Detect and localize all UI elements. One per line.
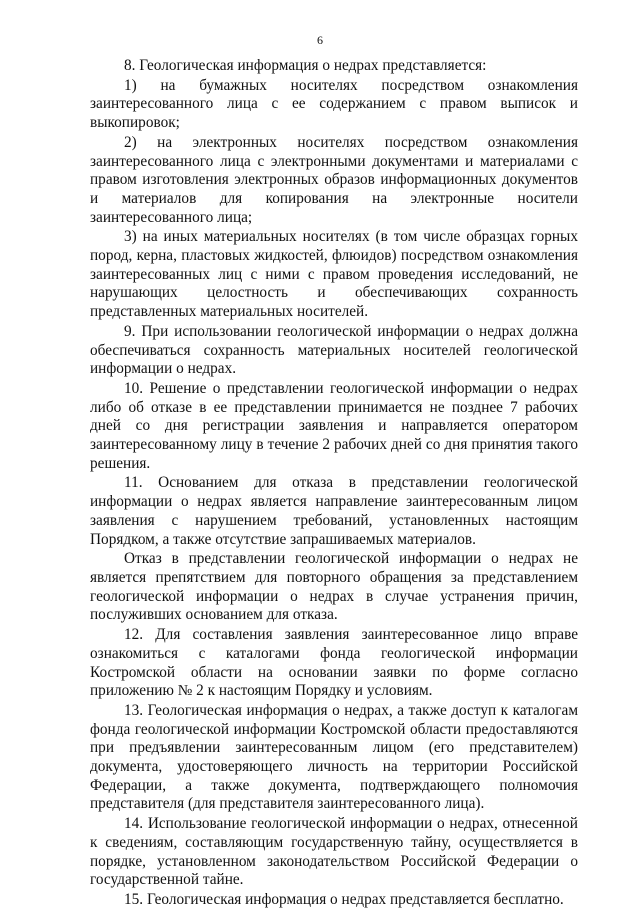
paragraph-11-refusal: Отказ в представлении геологической информации о недрах не является препятствием для повторного обращения за представлением геологической информации о недрах в случае устранения причин, послуживших основанием для отказа. (90, 550, 578, 624)
paragraph-8-item-1: 1) на бумажных носителях посредством ознакомления заинтересованного лица с ее содержанием с правом выписок и выкопировок; (90, 76, 578, 132)
paragraph-14: 14. Использование геологической информации о недрах, отнесенной к сведениям, составляющим государственную тайну, осуществляется в порядке, установленном законодательством Российской Федерации о государственной тайне. (90, 815, 578, 889)
paragraph-8-intro: 8. Геологическая информация о недрах представляется: (124, 57, 487, 74)
paragraph-8-item-2: 2) на электронных носителях посредством ознакомления заинтересованного лица с электронными документами и материалами с правом изготовления электронных образов информационных документов и материалов для копирования на электронные носители заинтересованного лица; (90, 133, 578, 226)
paragraph-15: 15. Геологическая информация о недрах представляется бесплатно. (124, 890, 564, 908)
paragraph-10: 10. Решение о представлении геологической информации о недрах либо об отказе в ее представлении принимается не позднее 7 рабочих дней со дня регистрации заявления и направляется оператором заинтересованному лицу в течение 2 рабочих дней со дня принятия такого решения. (90, 379, 578, 472)
paragraph-9: 9. При использовании геологической информации о недрах должна обеспечиваться сохранность материальных носителей геологической информации о недрах. (90, 322, 578, 378)
paragraph-11: 11. Основанием для отказа в представлении геологической информации о недрах является направление заинтересованным лицом заявления с нарушением требований, установленных настоящим Порядком, а также отсутствие запрашиваемых материалов. (90, 474, 578, 548)
paragraph-13: 13. Геологическая информация о недрах, а также доступ к каталогам фонда геологической информации Костромской области предоставляются при предъявлении заинтересованным лицом (его представителем) документа, удостоверяющего личность на территории Российской Федерации, а также документа, подтверждающего полномочия представителя (для представителя заинтересованного лица). (90, 701, 578, 813)
paragraph-8-item-3: 3) на иных материальных носителях (в том числе образцах горных пород, керна, пластовых жидкостей, флюидов) посредством ознакомления заинтересованных лиц с ними с правом проведения исследований, не нарушающих целостность и обеспечивающих сохранность представленных материальных носителей. (90, 228, 578, 321)
page-number: 6 (317, 33, 323, 47)
paragraph-12: 12. Для составления заявления заинтересованное лицо вправе ознакомиться с каталогами фонда геологической информации Костромской области на основании заявки по форме согласно приложению № 2 к настоящим Порядку и условиям. (90, 626, 578, 700)
document-body (90, 57, 578, 910)
